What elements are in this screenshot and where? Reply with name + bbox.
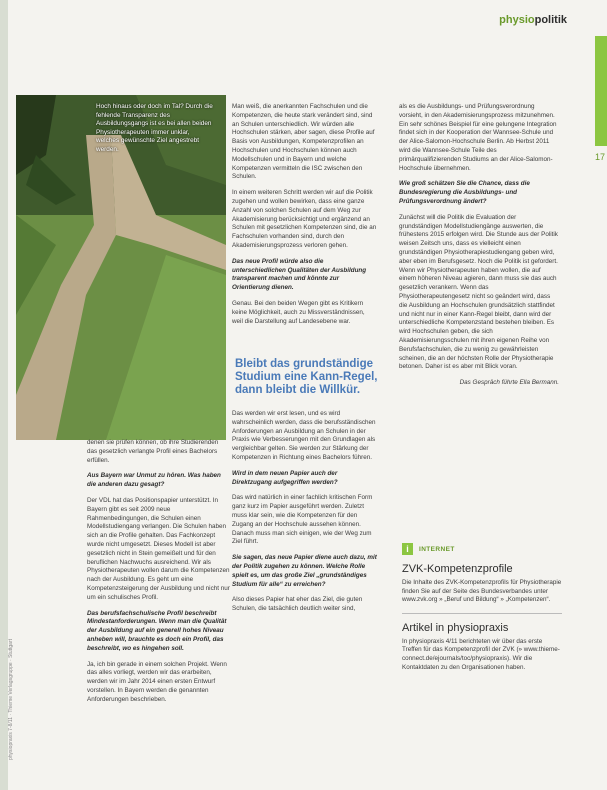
- question: Das neue Profil würde also die unterschiedlichen Qualitäten der Ausbildung transparent machen und könnte zur Orientierung dienen.: [232, 257, 367, 292]
- column-3: [399, 103, 559, 395]
- paragraph: Man weiß, die anerkannten Fachschulen und die Kompetenzen, die heute stark verändert sind, sind an Schulen unterschiedlich. Wir würden alle Hochschulen stärken, aber sagen, diese Profile auf Basis von Ausbildungen, Kompetenzprofilen an Hochschulen und Hochschulen können auch Modellschulen und in Bayern und welche Kompetenzen vermitteln die ISC zwischen den Schulen.: [232, 103, 375, 181]
- box-label: INTERNET: [419, 545, 455, 553]
- column-2-continued: [232, 410, 377, 621]
- box-heading: ZVK-Kompetenzprofile: [402, 563, 513, 575]
- paragraph: Das werden wir erst lesen, und es wird wahrscheinlich werden, dass die berufsständischen Anforderungen an Ausbildung an Schulen in der Praxis wie Verbesserungen mit den Grundlagen als vergleichbar gelten. Sie werden zur Stärkung der Kompetenzen in Richtung eines Bachelors führen.: [232, 410, 376, 461]
- internet-info-box: [402, 543, 562, 768]
- paragraph: als es die Ausbildungs- und Prüfungsverordnung vorsieht, in den Akademisierungsprozess mitzunehmen. Ein sehr schönes Beispiel für eine gelungene Integration findet sich in der Kooperation der Wannsee-Schule und der Alice-Salomon-Hochschule Berlin. Ab Herbst 2011 wird die Wannsee-Schule Teile des primärqualifizierenden Studiums an der Alice-Salomon-Hochschule übernehmen.: [399, 103, 557, 172]
- brand-physio: physio: [499, 14, 535, 26]
- box-text: Die Inhalte des ZVK-Kompetenzprofils für Physiotherapie finden Sie auf der Seite des Bundesverbandes unter www.zvk.org » „Beruf und Bildung“ » „Kompetenzen“.: [402, 579, 562, 604]
- section-brand: [499, 14, 567, 26]
- question: Wie groß schätzen Sie die Chance, dass die Bundesregierung die Ausbildungs- und Prüfungsverordnung ändert?: [399, 180, 530, 205]
- answer: Der VDL hat das Positionspapier unterstützt. In Bayern gibt es seit 2009 neue Rahmenbedingungen, die Schulen einen Modellstudiengang verlangen. Die Schulen haben sich an die Profile gehalten. Das Fachkonzept wurde nicht umgesetzt. Dieses Modell ist aber gesetzlich nicht in Stein gemeißelt und für den beruflichen Nachwuchs ausreichend. Wir als Physiotherapeuten wollen darum die Kompetenzen nach der Ausbildung. Es geht um eine Kompetenzsteigerung der Ausbildung und nicht nur um ein schulisches Profil.: [87, 496, 230, 601]
- interview-signature: Das Gespräch führte Ella Bermann.: [459, 379, 559, 387]
- answer: Genau. Bei den beiden Wegen gibt es Kritikern keine Möglichkeit, auch zu Missverständnissen, weil die Darstellung auf Landesebene war.: [232, 299, 365, 325]
- box-heading: Artikel in physiopraxis: [402, 621, 509, 634]
- vertical-footer-text: physiopraxis 7-8/11 · Thieme Verlagsgruppe · Stuttgart: [8, 639, 14, 760]
- question: Wird in dem neuen Papier auch der Direktzugang aufgegriffen werden?: [232, 469, 338, 486]
- paragraph: denen sie prüfen können, ob ihre Studierenden das gesetzlich verlangte Profil eines Bachelors erfüllen.: [87, 439, 219, 464]
- box-text: In physiopraxis 4/11 berichteten wir über das erste Treffen für das Kompetenzprofil der ZVK (» www.thieme-connect.de/ejournals/toc/physiopraxis). Wir die Kontaktdaten zu den Organisationen haben.: [402, 637, 560, 671]
- divider: [402, 613, 562, 614]
- question: Aus Bayern war Unmut zu hören. Was haben die anderen dazu gesagt?: [87, 472, 221, 489]
- question: Sie sagen, das neue Papier diene auch dazu, mit der Politik zugehen zu können. Welche Rolle spielt es, um das große Ziel „grundständiges Studium für alle“ zu erreichen?: [232, 554, 377, 588]
- photo-caption: Hoch hinaus oder doch im Tal? Durch die fehlende Transparenz des Ausbildungsgangs ist es bei allen beiden Physiotherapeuten immer unklar, welches gewünschte Ziel angestrebt werden.: [96, 103, 213, 153]
- answer: Zunächst will die Politik die Evaluation der grundständigen Modellstudiengänge auswerten, die frühestens 2015 erfolgen wird. Die Stunde aus der Politik weisen Zeitsch uns, dass es vielleicht einen grundständigen Physiotherapiestudiengang geben wird, aber eben im Berufsgesetz. Noch die Politik ist gefordert. Wenn wir Physiotherapeuten haben wollen, die auf einem höheren Niveau agieren, dann muss sie das auch gesetzlich verankern. Wenn das Physiotherapeutengesetz nicht so geändert wird, dass die Ausbildung an Hochschulen grundsätzlich stattfindet und nicht nur in einer Kann-Regel bleibt, dann wird der unterschiedliche Kompetenzstand bestehen bleiben. Es wird Hochschulen geben, die sich Akademisierungsschulen mit ihren eigenen Reihe von Berufsfachschulen, die zu wenig zu gewährleisten scheinen, die an der höchsten Rolle der Physiotherapie betonen. Daher ist es aber mit Blick voran.: [399, 213, 558, 371]
- paragraph: In einem weiteren Schritt werden wir auf die Politik zugehen und wollen bewirken, dass eine ganze Anzahl von solchen Schulen auf dem Weg zur Akademisierung berücksichtigt und ergänzend an Schulen mit gesetzlichen Kompetenzen sind, die an Fachschulen vorhanden sind, durch den Akademisierungsprozess verloren gehen.: [232, 189, 377, 249]
- page-number: 17: [594, 152, 605, 162]
- column-2: [232, 103, 377, 333]
- pull-quote: Bleibt das grundständige Studium eine Kann-Regel, dann bleibt die Willkür.: [235, 358, 378, 396]
- info-icon: i: [402, 543, 413, 555]
- column-1: [87, 439, 230, 712]
- box-header: [402, 543, 562, 555]
- question: Das berufsfachschulische Profil beschreibt Mindestanforderungen. Wenn man die Qualität der Ausbildung auf ein generell hohes Niveau anheben will, brauchte es doch ein Profil, das beschreibt, wo es hingehen soll.: [87, 609, 227, 652]
- answer: Ja, ich bin gerade in einem solchen Projekt. Wenn das alles vorliegt, werden wir das erarbeiten, werden wir im Jahr 2014 einen ersten Entwurf vorstellen. In Bayern werden die genannten Anforderungen beschrieben.: [87, 660, 227, 703]
- answer: Das wird natürlich in einer fachlich kritischen Form ganz kurz im Papier ausgeführt werden. Zuletzt muss klar sein, wie die Kompetenzen für den Zugang an der Hochschule aussehen können. Danach muss man sich einigen, wie der Weg zum Ziel führt.: [232, 494, 373, 546]
- left-margin-bar: [0, 0, 8, 790]
- green-page-tab: [595, 36, 607, 146]
- brand-politik: politik: [534, 14, 567, 26]
- answer: Also dieses Papier hat eher das Ziel, die guten Schulen, die tatsächlich deutlich weiter sind,: [232, 596, 363, 613]
